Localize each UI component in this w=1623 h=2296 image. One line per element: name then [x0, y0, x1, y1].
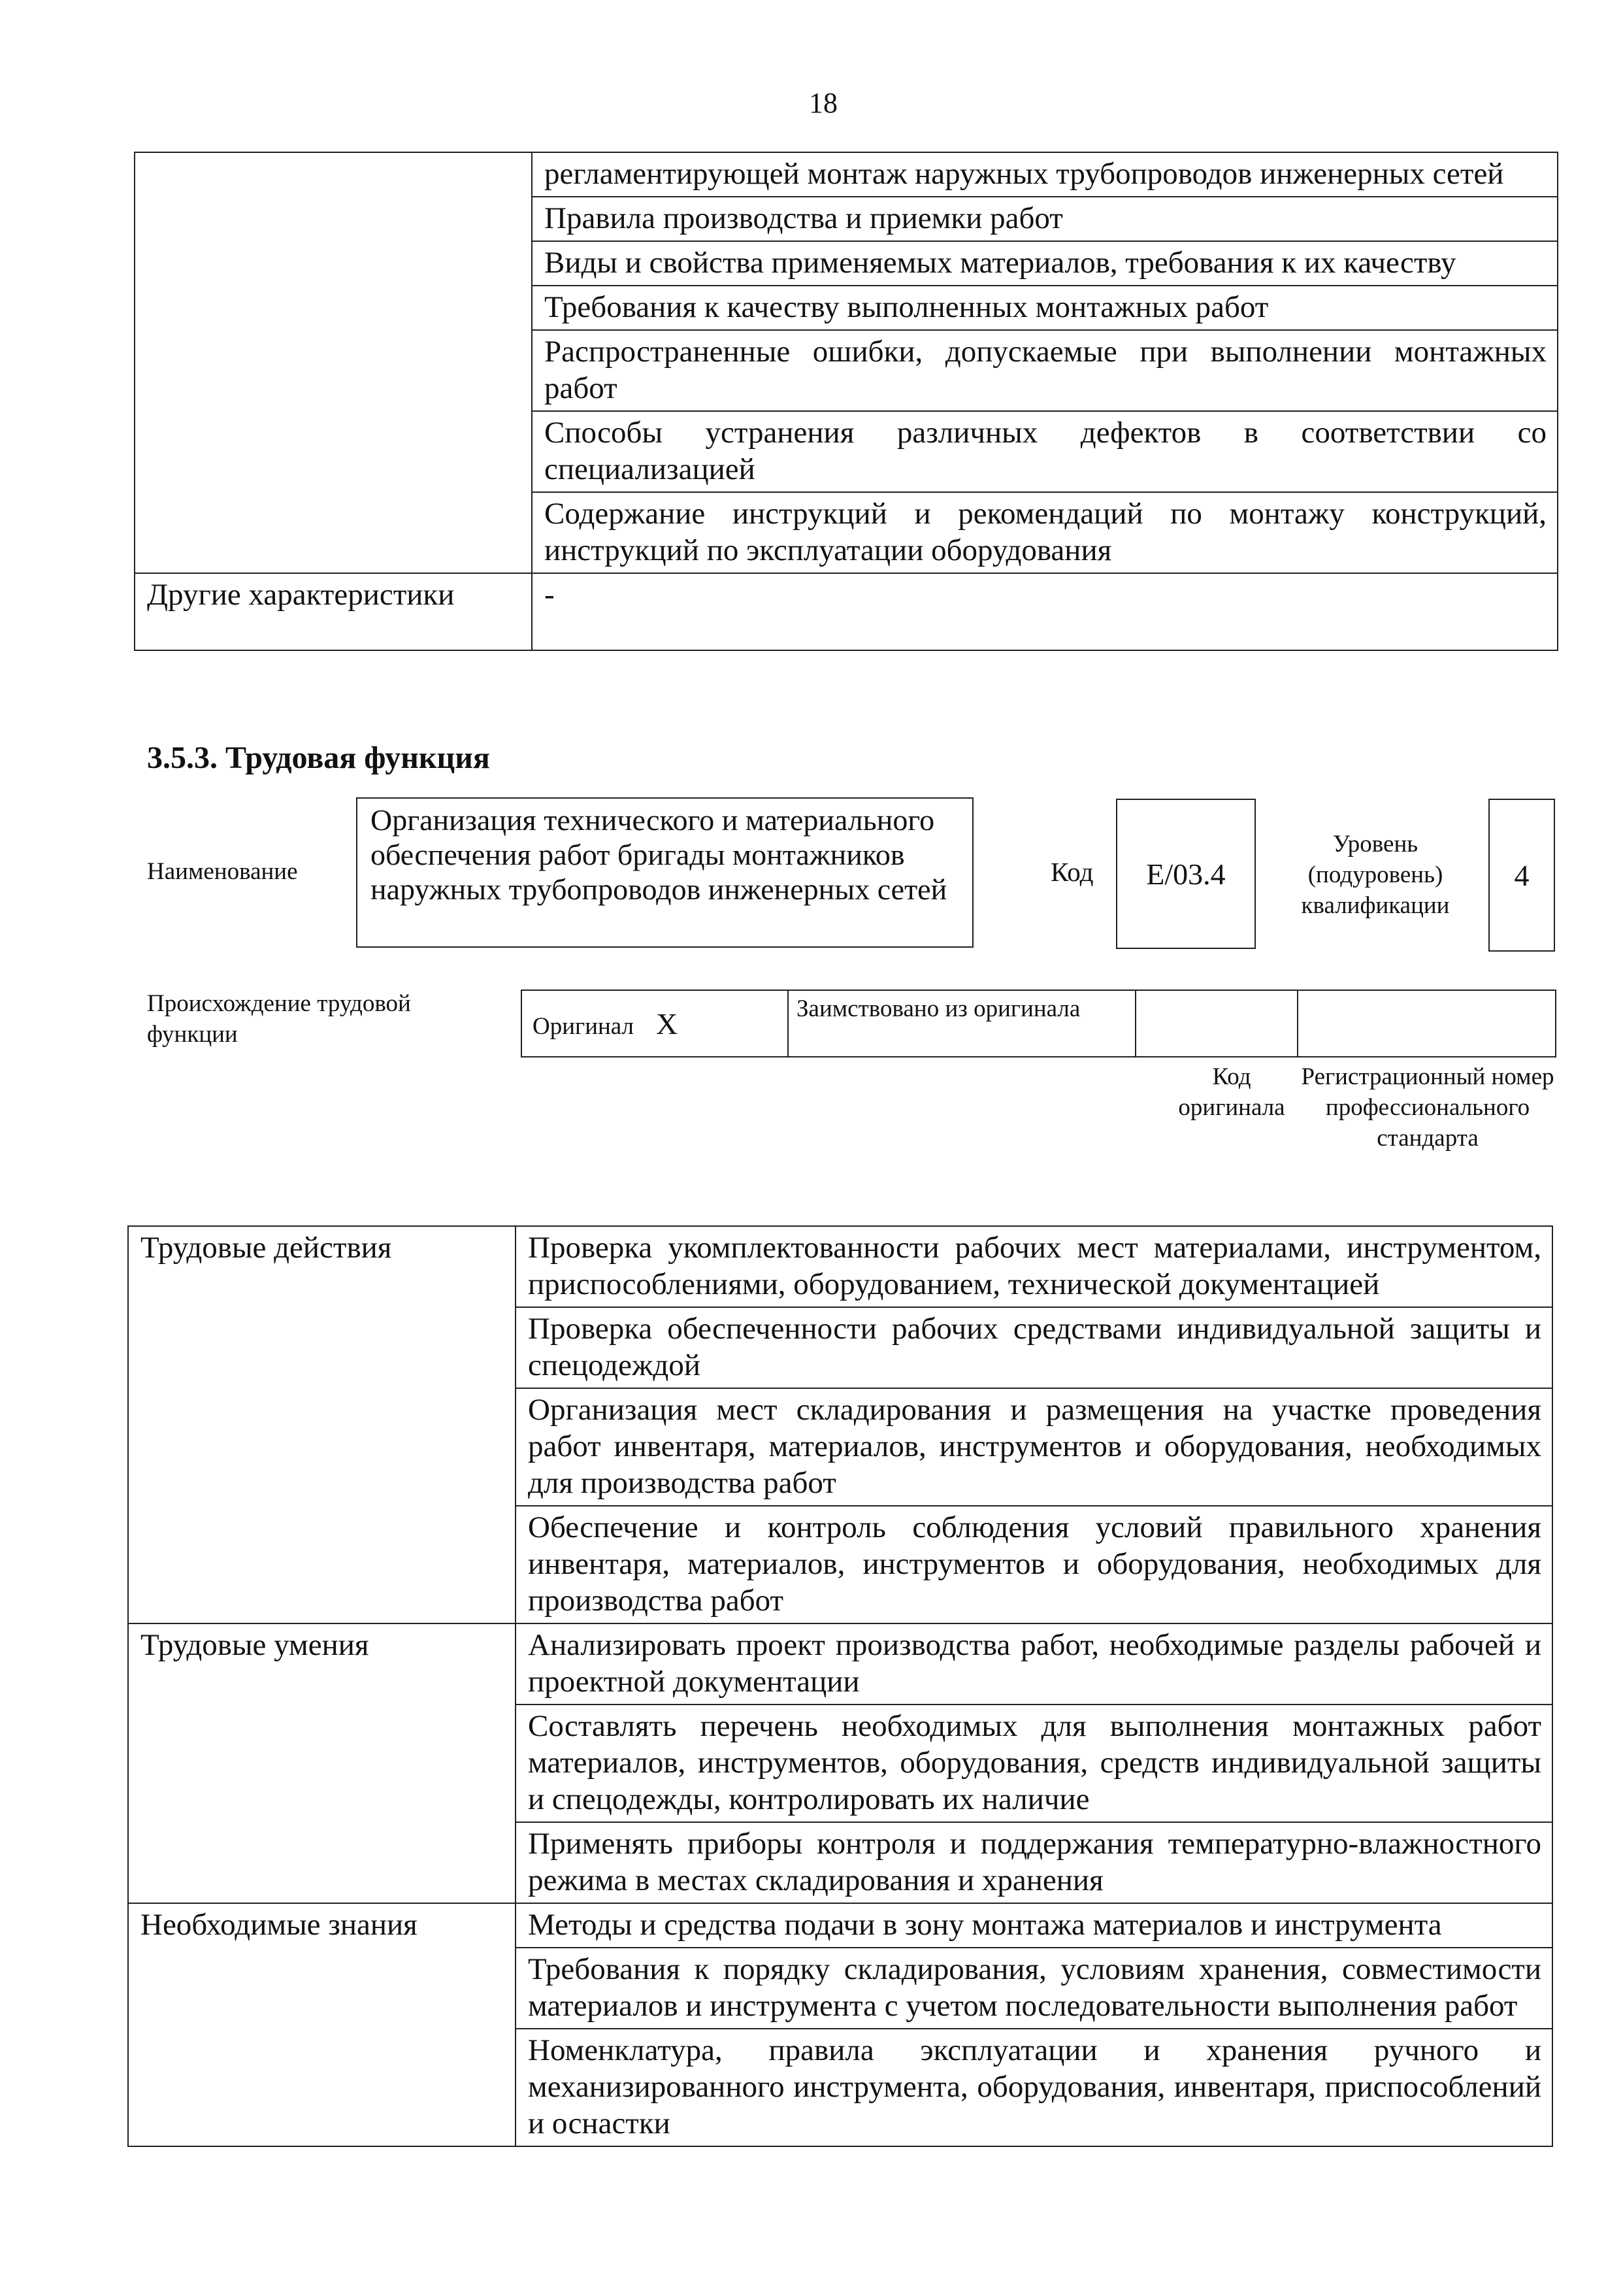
details-table	[127, 1225, 1553, 2147]
origin-label: Происхождение трудовой функции	[147, 990, 411, 1048]
code-caption: Код оригинала	[1178, 1063, 1285, 1121]
knowledge-item: Требования к порядку складирования, условиям хранения, совместимости материалов и инструмента с учетом последовательности выполнения работ	[516, 1948, 1552, 2029]
name-value: Организация технического и материального обеспечения работ бригады монтажников наружных трубопроводов инженерных сетей	[370, 803, 947, 906]
action-item: Проверка укомплектованности рабочих мест материалами, инструментом, приспособлениями, оборудованием, технической документацией	[516, 1226, 1552, 1307]
page-number: 18	[809, 87, 838, 119]
action-item: Обеспечение и контроль соблюдения условий правильного хранения инвентаря, материалов, инструментов и оборудования, необходимых для производства работ	[516, 1506, 1552, 1623]
original-label: Оригинал	[533, 1012, 634, 1040]
actions-label: Трудовые действия	[128, 1226, 516, 1623]
level-value: 4	[1514, 858, 1530, 892]
knowledge-row: Требования к качеству выполненных монтажных работ	[532, 286, 1558, 330]
code-value: E/03.4	[1146, 857, 1226, 891]
name-value-box	[356, 797, 974, 948]
borrowed-label: Заимствовано из оригинала	[796, 995, 1081, 1022]
knowledge-item: Номенклатура, правила эксплуатации и хранения ручного и механизированного инструмента, оборудования, инвентаря, приспособлений и оснастки	[516, 2029, 1552, 2146]
action-item: Организация мест складирования и размещения на участке проведения работ инвентаря, материалов, инструментов и оборудования, необходимых для производства работ	[516, 1388, 1552, 1506]
skill-item: Применять приборы контроля и поддержания температурно-влажностного режима в местах складирования и хранения	[516, 1822, 1552, 1903]
action-item: Проверка обеспеченности рабочих средствами индивидуальной защиты и спецодеждой	[516, 1307, 1552, 1388]
reg-number-caption: Регистрационный номер профессионального стандарта	[1301, 1063, 1554, 1152]
skills-label: Трудовые умения	[128, 1623, 516, 1903]
level-label: Уровень (подуровень) квалификации	[1301, 831, 1450, 919]
knowledge-row: Виды и свойства применяемых материалов, требования к их качеству	[532, 241, 1558, 286]
top-table	[134, 152, 1558, 651]
section-title: 3.5.3. Трудовая функция	[147, 740, 490, 775]
knowledge-row: Способы устранения различных дефектов в соответствии со специализацией	[532, 411, 1558, 492]
top-table-label-cell	[135, 152, 532, 573]
reg-number-cell	[1298, 990, 1556, 1057]
knowledge-row: регламентирующей монтаж наружных трубопроводов инженерных сетей	[532, 152, 1558, 197]
knowledge-row: Распространенные ошибки, допускаемые при выполнении монтажных работ	[532, 330, 1558, 411]
borrowed-cell	[788, 990, 1136, 1057]
knowledge-row: Содержание инструкций и рекомендаций по монтажу конструкций, инструкций по эксплуатации оборудования	[532, 492, 1558, 573]
name-label: Наименование	[147, 858, 298, 885]
code-box	[1116, 799, 1256, 949]
original-mark: X	[656, 1007, 678, 1040]
other-characteristics-value: -	[532, 573, 1558, 650]
knowledge-row: Правила производства и приемки работ	[532, 197, 1558, 241]
skill-item: Анализировать проект производства работ, необходимые разделы рабочей и проектной документации	[516, 1623, 1552, 1705]
origin-table	[521, 990, 1556, 1057]
original-code-cell	[1136, 990, 1298, 1057]
knowledge-item: Методы и средства подачи в зону монтажа материалов и инструмента	[516, 1903, 1552, 1948]
original-cell	[521, 990, 788, 1057]
knowledge-label: Необходимые знания	[128, 1903, 516, 2146]
code-label: Код	[1051, 857, 1094, 887]
level-box	[1488, 799, 1555, 952]
skill-item: Составлять перечень необходимых для выполнения монтажных работ материалов, инструментов, оборудования, средств индивидуальной защиты и спецодежды, контролировать их наличие	[516, 1705, 1552, 1822]
other-characteristics-label: Другие характеристики	[135, 573, 532, 650]
